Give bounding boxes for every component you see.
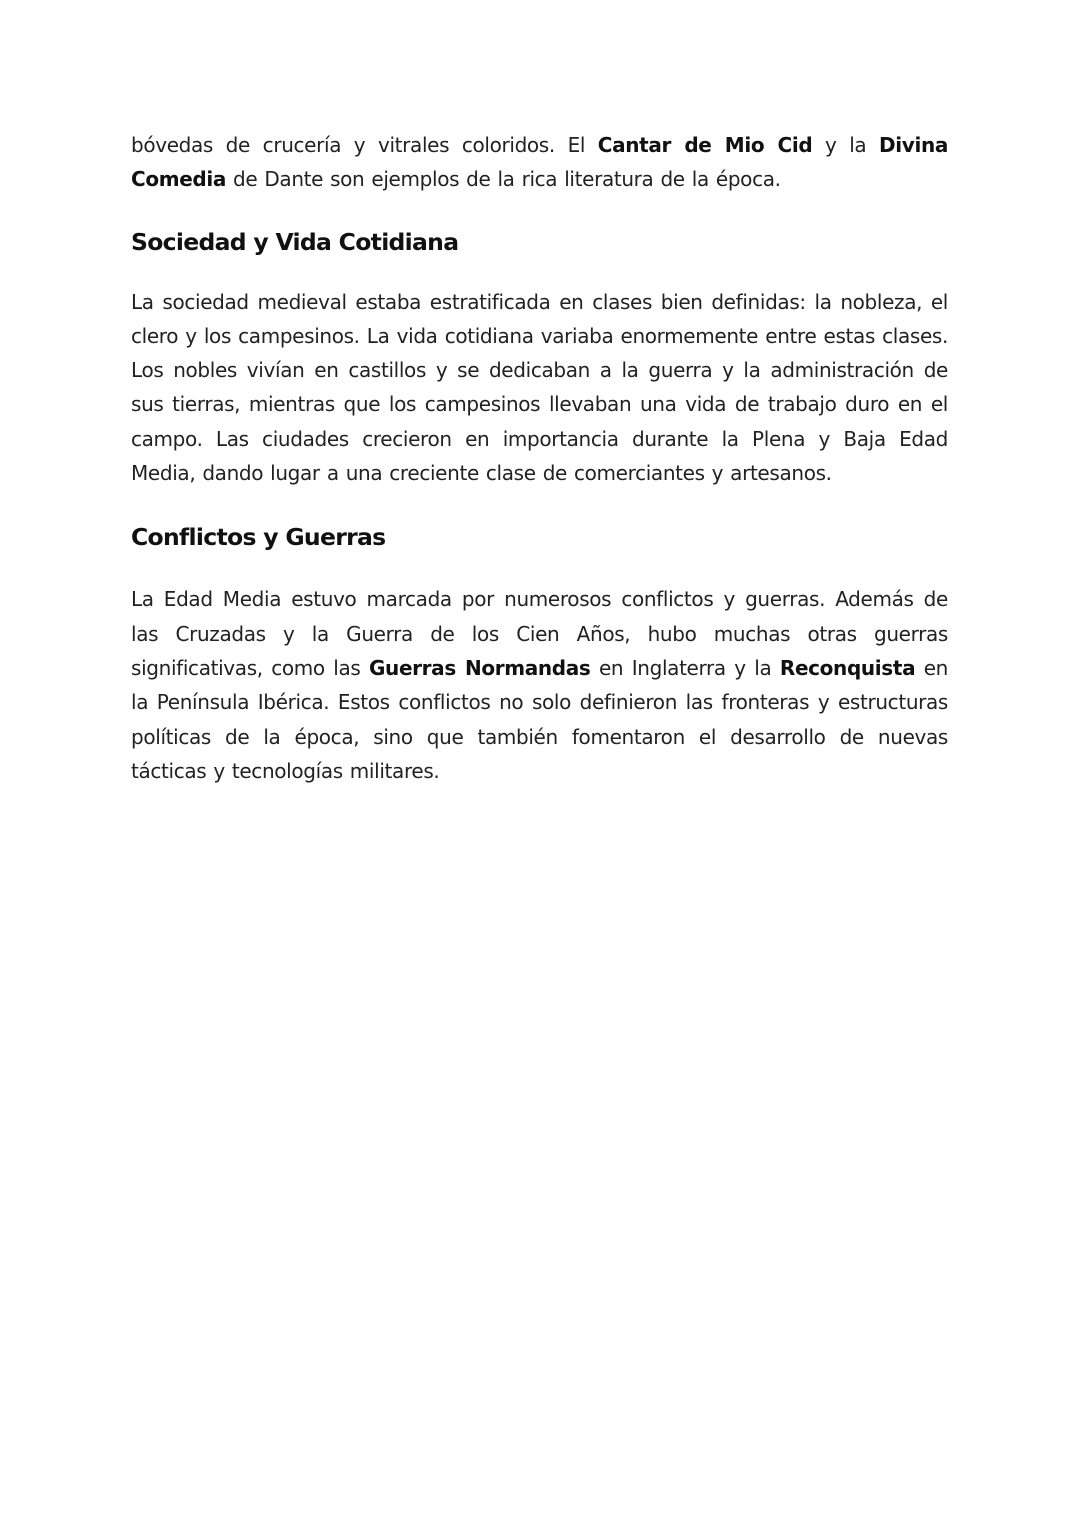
intro-text-2: y la	[812, 133, 880, 157]
sociedad-paragraph	[131, 285, 948, 491]
sociedad-text: La sociedad medieval estaba estratificada en clases bien definidas: la nobleza, el clero y los campesinos. La vida cotidiana variaba enormemente entre estas clases. Los nobles vivían en castillos y se dedicaban a la guerra y la administración de sus tierras, mientras que los campesinos llevaban una vida de trabajo duro en el campo. Las ciudades crecieron en importancia durante la Plena y Baja Edad Media, dando lugar a una creciente clase de comerciantes y artesanos.	[131, 289, 948, 486]
conflictos-text-3: en la Península Ibérica. Estos conflictos no solo definieron las fronteras y estructuras políticas de la época, sino que también fomentaron el desarrollo de nuevas tácticas y tecnologías militares.	[131, 655, 948, 783]
document-page	[131, 128, 948, 788]
divina-comedia-bold: Divina Comedia	[131, 133, 949, 192]
cantar-de-mio-cid-bold: Cantar de Mio Cid	[597, 133, 813, 157]
section-heading-sociedad: Sociedad y Vida Cotidiana	[131, 227, 459, 256]
intro-text-1: bóvedas de crucería y vitrales coloridos. El	[131, 133, 598, 157]
section-heading-conflictos: Conflictos y Guerras	[131, 523, 386, 552]
intro-paragraph	[131, 128, 948, 197]
guerras-normandas-bold: Guerras Normandas	[368, 655, 591, 680]
conflictos-paragraph	[131, 582, 948, 788]
reconquista-bold: Reconquista	[779, 655, 916, 680]
conflictos-text-2: en Inglaterra y la	[590, 655, 780, 680]
conflictos-text-1: La Edad Media estuvo marcada por numerosos conflictos y guerras. Además de las Cruzadas y la Guerra de los Cien Años, hubo muchas otras guerras significativas, como las	[131, 587, 948, 680]
intro-text-3: de Dante son ejemplos de la rica literatura de la época.	[226, 167, 781, 192]
